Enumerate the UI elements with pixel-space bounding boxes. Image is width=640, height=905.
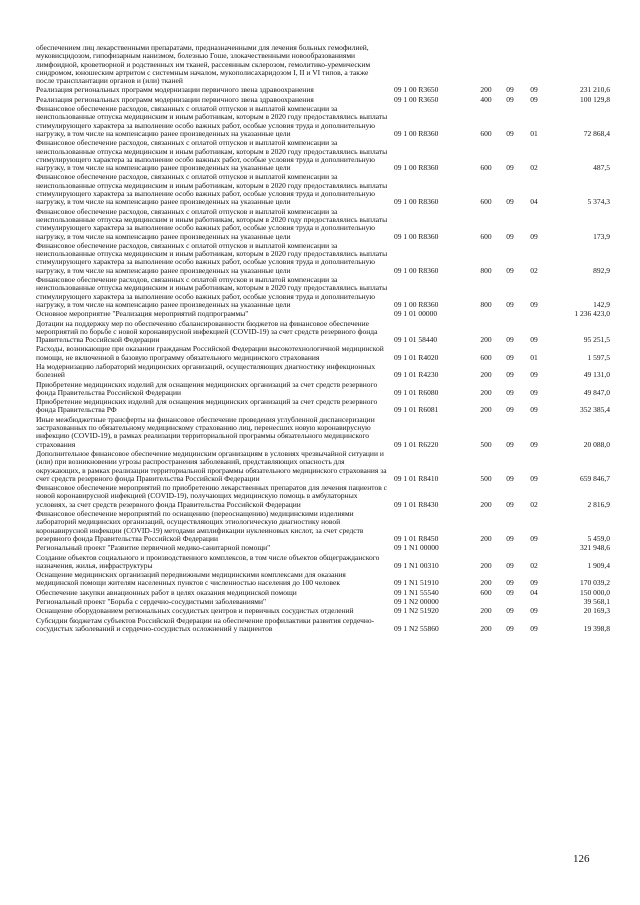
row-expense-type: 200 [480, 387, 492, 397]
row-subsection: 09 [530, 299, 538, 309]
row-subsection: 09 [530, 405, 538, 415]
row-target-code: 09 1 01 R8430 [394, 499, 439, 509]
row-amount: 2 816,9 [587, 499, 610, 509]
table-row [36, 617, 610, 635]
row-amount: 173,9 [593, 231, 610, 241]
row-name: Оснащение медицинских организаций передвижными медицинскими комплексами для оказания медицинской помощи жителям населенных пунктов с численностью населения до 100 человек [36, 570, 346, 588]
row-subsection [522, 310, 546, 319]
row-section: 09 [506, 231, 514, 241]
row-name: Создание объектов социального и производственного комплексов, в том числе объектов общегражданского назначения, жилья, инфраструктуры [36, 552, 380, 570]
table-row [36, 484, 610, 510]
row-expense-type: 600 [480, 587, 492, 597]
table-row [36, 345, 610, 363]
row-name: Дотации на поддержку мер по обеспечению сбалансированности бюджетов на финансовое обеспечение мероприятий по борьбе с новой коронавирусной инфекцией (COVID-19) за счет средств резервного фонда Правительства Российской Федерации [36, 318, 378, 345]
row-subsection: 09 [530, 606, 538, 616]
row-target-code: 09 1 00 R8360 [394, 163, 439, 173]
row-subsection: 09 [530, 85, 538, 95]
row-amount: 321 948,6 [580, 543, 610, 553]
row-amount: 142,9 [593, 299, 610, 309]
row-expense-type: 400 [480, 94, 492, 104]
row-target-code: 09 1 01 R6081 [394, 405, 439, 415]
row-subsection: 01 [530, 128, 538, 138]
table-row [36, 554, 610, 572]
row-subsection: 09 [530, 387, 538, 397]
row-name: Основное мероприятие "Реализация мероприятий подпрограммы" [36, 309, 249, 319]
row-section: 09 [506, 560, 514, 570]
row-name: Расходы, возникающие при оказании гражданам Российской Федерации высокотехнологичной медицинской помощи, не включенной в базовую программу обязательного медицинского страхования [36, 344, 384, 362]
row-target-code: 09 1 N1 51910 [394, 578, 439, 588]
row-expense-type: 200 [480, 560, 492, 570]
row-amount: 1 236 423,0 [574, 309, 610, 319]
row-subsection: 09 [530, 231, 538, 241]
row-amount: 5 374,3 [587, 197, 610, 207]
row-section: 09 [506, 405, 514, 415]
row-section: 09 [506, 265, 514, 275]
row-amount: 95 251,5 [583, 335, 610, 345]
table-row [36, 381, 610, 399]
row-subsection: 09 [530, 94, 538, 104]
table-row [36, 320, 610, 346]
table-row [36, 276, 610, 310]
row-amount: 1 909,4 [587, 560, 610, 570]
row-amount: 170 039,2 [580, 578, 610, 588]
table-row [36, 105, 610, 139]
row-section: 09 [506, 623, 514, 633]
row-expense-type: 200 [480, 499, 492, 509]
row-section: 09 [506, 387, 514, 397]
row-subsection [522, 544, 546, 553]
row-name: Реализация региональных программ модернизации первичного звена здравоохранения [36, 85, 314, 95]
table-row [36, 450, 610, 484]
row-section: 09 [506, 370, 514, 380]
row-target-code: 09 1 N2 00000 [394, 597, 439, 606]
row-section: 09 [506, 85, 514, 95]
row-name: Региональный проект "Развитие первичной медико-санитарной помощи" [36, 543, 271, 553]
row-expense-type: 200 [480, 370, 492, 380]
row-section [498, 544, 522, 553]
row-expense-type: 800 [480, 299, 492, 309]
row-subsection: 01 [530, 352, 538, 362]
row-subsection: 09 [530, 439, 538, 449]
row-subsection: 04 [530, 197, 538, 207]
row-name: Реализация региональных программ модернизации первичного звена здравоохранения [36, 94, 314, 104]
row-expense-type: 200 [480, 606, 492, 616]
row-amount: 892,9 [593, 265, 610, 275]
row-target-code: 09 1 00 R3650 [394, 94, 439, 104]
row-subsection: 02 [530, 499, 538, 509]
row-amount: 659 846,7 [580, 473, 610, 483]
table-row [36, 139, 610, 173]
row-amount: 19 398,8 [583, 623, 610, 633]
row-name: Региональный проект "Борьба с сердечно-сосудистыми заболеваниями" [36, 597, 267, 606]
table-row [36, 208, 610, 242]
row-name: Финансовое обеспечение расходов, связанных с оплатой отпусков и выплатой компенсации за неиспользованные отпуска медицинским и иным работникам, которым в 2020 году предоставлялись выплаты стимулирующего характера за выполнение особо важных работ, особые условия труда и дополнительную нагрузку, в том числе на компенсацию ранее произведенных на указанные цели [36, 104, 388, 138]
table-row [36, 44, 610, 86]
row-target-code: 09 1 00 R8360 [394, 197, 439, 207]
row-name: Субсидии бюджетам субъектов Российской Федерации на обеспечение профилактики развития сердечно-сосудистых заболеваний и сердечно-сосудистых осложнений у пациентов [36, 615, 375, 633]
row-target-code: 09 1 01 00000 [394, 309, 438, 319]
row-target-code: 09 1 N2 51920 [394, 606, 439, 616]
row-amount [546, 44, 610, 86]
row-amount: 39 568,1 [583, 597, 610, 606]
row-target-code: 09 1 00 R8360 [394, 265, 439, 275]
row-section: 09 [506, 299, 514, 309]
row-target-code: 09 1 N1 00310 [394, 560, 439, 570]
table-row [36, 510, 610, 544]
row-target-code: 09 1 00 R3650 [394, 85, 439, 95]
row-subsection: 02 [530, 265, 538, 275]
row-section: 09 [506, 128, 514, 138]
row-expense-type: 500 [480, 439, 492, 449]
row-target-code: 09 1 N1 00000 [394, 543, 439, 553]
row-name: обеспечением лиц лекарственными препаратами, предназначенными для лечения больных гемофилией, муковисцидозом, гипофизарным нанизмом, болезнью Гоше, злокачественными новообразованиями лимфоидной, кроветворной и родственных им тканей, рассеянным склерозом, гемолитико-уремическим синдромом, юношеским артритом с системным началом, мукополисахаридозом I, II и VI типов, а также после трансплантации органов и (или) тканей [36, 43, 371, 86]
row-expense-type [474, 44, 498, 86]
row-name: Оснащение оборудованием региональных сосудистых центров и первичных сосудистых отделений [36, 606, 354, 616]
row-expense-type: 500 [480, 473, 492, 483]
row-section: 09 [506, 94, 514, 104]
row-name: Финансовое обеспечение расходов, связанных с оплатой отпусков и выплатой компенсации за неиспользованные отпуска медицинским и иным работникам, которым в 2020 году предоставлялись выплаты стимулирующего характера за выполнение особо важных работ, особые условия труда и дополнительную нагрузку, в том числе на компенсацию ранее произведенных на указанные цели [36, 206, 388, 241]
row-amount: 5 459,0 [587, 533, 610, 543]
row-amount: 1 597,5 [587, 352, 610, 362]
row-section [498, 310, 522, 319]
row-expense-type: 200 [480, 623, 492, 633]
row-expense-type: 600 [480, 128, 492, 138]
row-target-code: 09 1 01 R4230 [394, 370, 439, 380]
row-section: 09 [506, 197, 514, 207]
row-expense-type: 200 [480, 85, 492, 95]
row-subsection: 09 [530, 533, 538, 543]
row-amount: 487,5 [593, 163, 610, 173]
row-amount: 352 385,4 [580, 405, 610, 415]
row-name: Дополнительное финансовое обеспечение медицинским организациям в условиях чрезвычайной ситуации и (или) при возникновении угрозы распространения заболеваний, представляющих опасность для окружающих, в рамках реализации территориальной программы обязательного медицинского страхования за счет средств резервного фонда Правительства Российской Федерации [36, 448, 387, 483]
row-name: Финансовое обеспечение расходов, связанных с оплатой отпусков и выплатой компенсации за неиспользованные отпуска медицинским и иным работникам, которым в 2020 году предоставлялись выплаты стимулирующего характера за выполнение особо важных работ, особые условия труда и дополнительную нагрузку, в том числе на компенсацию ранее произведенных на указанные цели [36, 240, 388, 275]
row-amount: 72 868,4 [583, 128, 610, 138]
row-name: Финансовое обеспечение расходов, связанных с оплатой отпусков и выплатой компенсации за неиспользованные отпуска медицинским и иным работникам, которым в 2020 году предоставлялись выплаты стимулирующего характера за выполнение особо важных работ, особые условия труда и дополнительную нагрузку, в том числе на компенсацию ранее произведенных на указанные цели [36, 138, 388, 173]
row-amount: 49 847,0 [583, 387, 610, 397]
row-target-code: 09 1 01 R6080 [394, 387, 439, 397]
row-section: 09 [506, 163, 514, 173]
page-number: 126 [573, 853, 590, 865]
row-section: 09 [506, 473, 514, 483]
table-row [36, 416, 610, 450]
row-section: 09 [506, 606, 514, 616]
row-expense-type: 600 [480, 231, 492, 241]
row-section: 09 [506, 439, 514, 449]
row-name: Финансовое обеспечение расходов, связанных с оплатой отпусков и выплатой компенсации за неиспользованные отпуска медицинским и иным работникам, которым в 2020 году предоставлялись выплаты стимулирующего характера за выполнение особо важных работ, особые условия труда и дополнительную нагрузку, в том числе на компенсацию ранее произведенных на указанные цели [36, 275, 388, 309]
row-target-code: 09 1 01 R8450 [394, 533, 439, 543]
row-name: На модернизацию лабораторий медицинских организаций, осуществляющих диагностику инфекционных болезней [36, 361, 376, 380]
row-amount: 49 131,0 [583, 370, 610, 380]
row-name: Финансовое обеспечение мероприятий по приобретению лекарственных препаратов для лечения пациентов с новой коронавирусной инфекцией (COVID-19), получающих медицинскую помощь в амбулаторных условиях, за счет средств резервного фонда Правительства Российской Федерации [36, 483, 387, 509]
row-target-code [394, 44, 474, 86]
row-subsection: 02 [530, 560, 538, 570]
row-target-code: 09 1 01 R8410 [394, 473, 439, 483]
row-section: 09 [506, 352, 514, 362]
row-amount: 150 000,0 [580, 587, 610, 597]
row-name: Иные межбюджетные трансферты на финансовое обеспечение проведения углубленной диспансеризации застрахованных по обязательному медицинскому страхованию лиц, перенесших новую коронавирусную инфекцию (COVID-19), в рамках реализации территориальной программы обязательного медицинского страхования [36, 414, 375, 449]
row-subsection [522, 44, 546, 86]
row-expense-type: 200 [480, 335, 492, 345]
table-row [36, 398, 610, 416]
row-expense-type [474, 310, 498, 319]
row-subsection: 09 [530, 335, 538, 345]
row-amount: 100 129,8 [580, 94, 610, 104]
budget-table-body [36, 44, 610, 634]
row-section: 09 [506, 578, 514, 588]
row-target-code: 09 1 01 R4020 [394, 352, 439, 362]
row-target-code: 09 1 00 R8360 [394, 299, 439, 309]
row-name: Приобретение медицинских изделий для оснащения медицинских организаций за счет средств резервного фонда Правительства Российской Федерации [36, 379, 378, 397]
row-subsection: 09 [530, 370, 538, 380]
row-expense-type: 600 [480, 163, 492, 173]
row-amount: 231 210,6 [580, 85, 610, 95]
row-expense-type: 600 [480, 352, 492, 362]
row-subsection: 02 [530, 163, 538, 173]
row-expense-type: 200 [480, 405, 492, 415]
row-target-code: 09 1 01 58440 [394, 335, 438, 345]
row-expense-type: 600 [480, 197, 492, 207]
row-subsection: 09 [530, 578, 538, 588]
row-subsection: 04 [530, 587, 538, 597]
row-section: 09 [506, 533, 514, 543]
table-row [36, 173, 610, 207]
row-name: Финансовое обеспечение мероприятий по оснащению (переоснащению) медицинскими изделиями лабораторий медицинских организаций, осуществляющих этиологическую диагностику новой коронавирусной инфекции (COVID-19) методами амплификации нуклеиновых кислот, за счет средств резервного фонда Правительства Российской Федерации [36, 509, 364, 543]
row-target-code: 09 1 N2 55860 [394, 623, 439, 633]
row-target-code: 09 1 N1 55540 [394, 587, 439, 597]
row-expense-type [474, 544, 498, 553]
row-expense-type: 800 [480, 265, 492, 275]
table-row [36, 363, 610, 381]
table-row [36, 571, 610, 589]
row-subsection: 09 [530, 623, 538, 633]
row-target-code: 09 1 01 R6220 [394, 439, 439, 449]
row-section: 09 [506, 335, 514, 345]
row-section: 09 [506, 587, 514, 597]
row-subsection: 09 [530, 473, 538, 483]
row-name: Приобретение медицинских изделий для оснащения медицинских организаций за счет средств резервного фонда Правительства РФ [36, 397, 378, 415]
row-expense-type: 200 [480, 578, 492, 588]
row-amount: 20 169,3 [583, 606, 610, 616]
row-target-code: 09 1 00 R8360 [394, 231, 439, 241]
row-name: Обеспечение закупки авиационных работ в целях оказания медицинской помощи [36, 587, 297, 597]
row-section: 09 [506, 499, 514, 509]
budget-table [36, 44, 610, 634]
row-expense-type: 200 [480, 533, 492, 543]
table-row [36, 242, 610, 276]
row-name: Финансовое обеспечение расходов, связанных с оплатой отпусков и выплатой компенсации за неиспользованные отпуска медицинским и иным работникам, которым в 2020 году предоставлялись выплаты стимулирующего характера за выполнение особо важных работ, особые условия труда и дополнительную нагрузку, в том числе на компенсацию ранее произведенных на указанные цели [36, 172, 388, 207]
row-amount: 20 088,0 [583, 439, 610, 449]
row-target-code: 09 1 00 R8360 [394, 128, 439, 138]
row-section [498, 44, 522, 86]
